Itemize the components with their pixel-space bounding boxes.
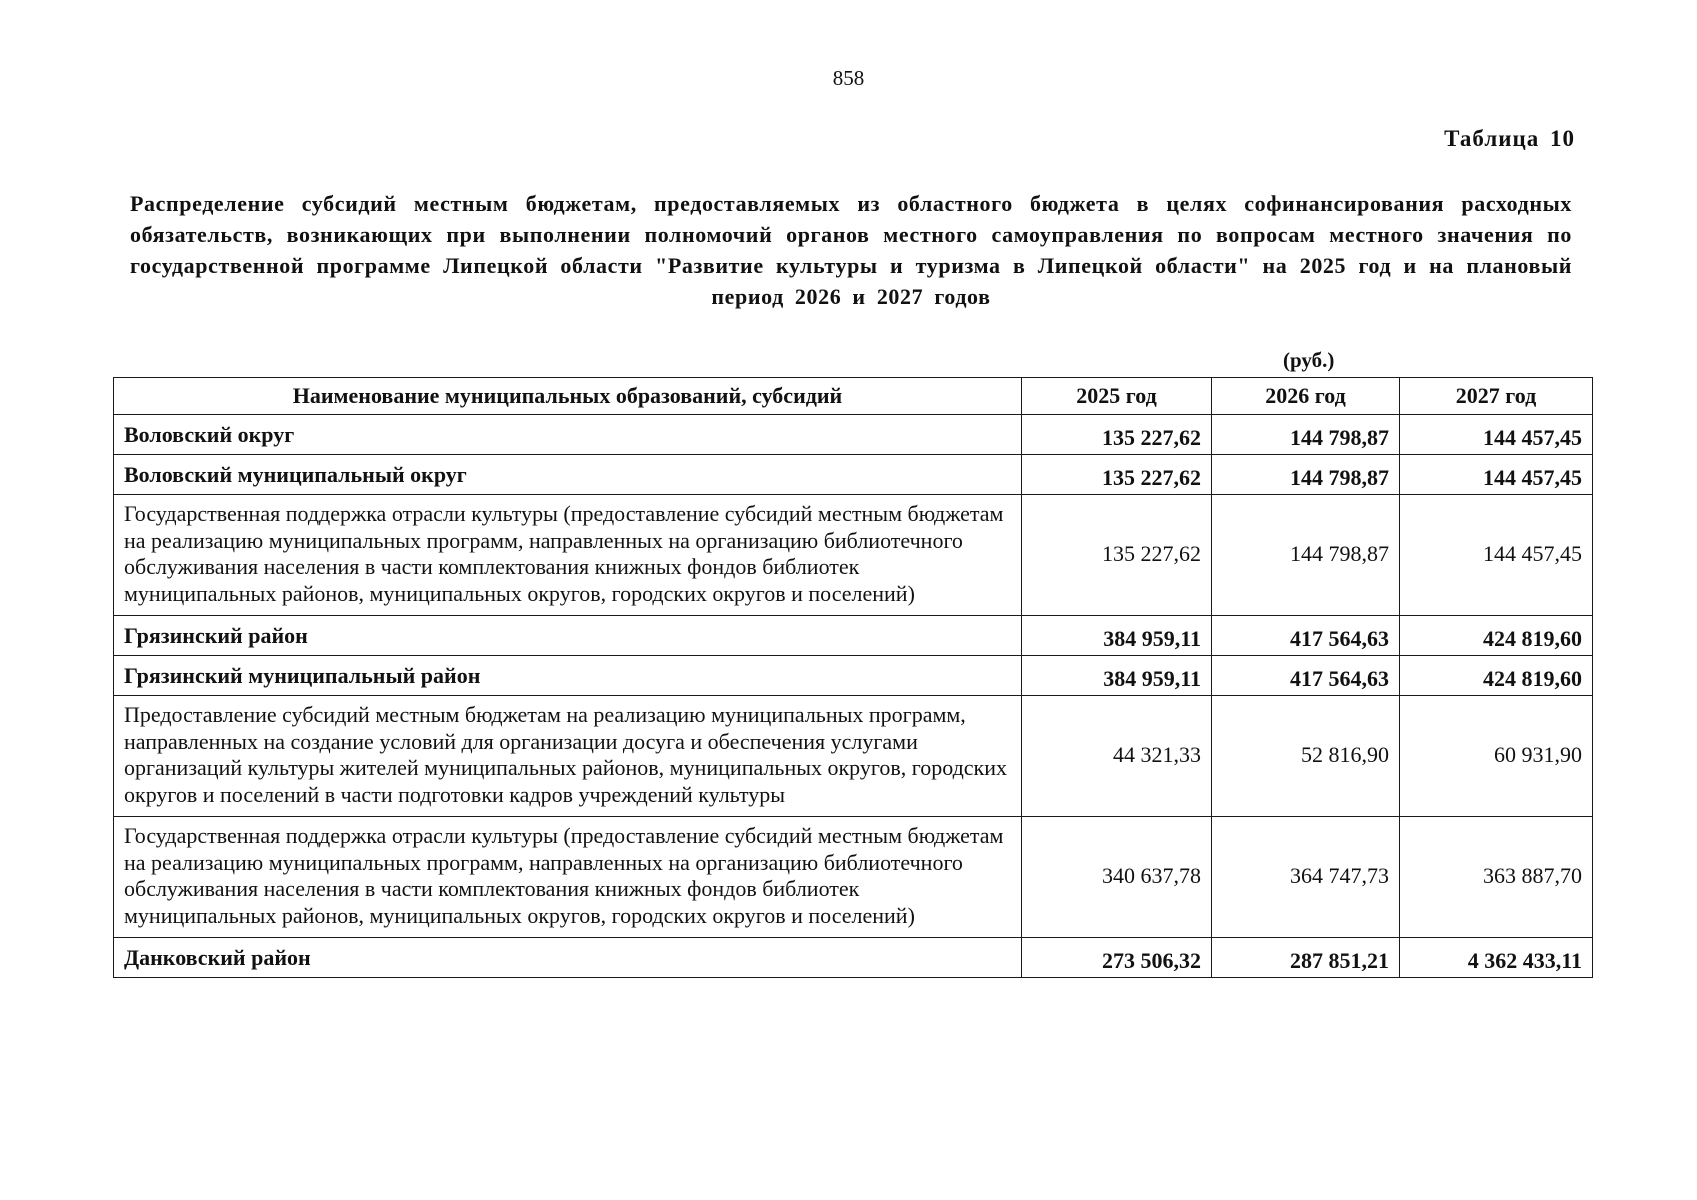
table-row [114, 415, 1593, 455]
table-row [114, 817, 1593, 938]
value-2025: 44 321,33 [1022, 696, 1212, 817]
value-2027: 363 887,70 [1400, 817, 1593, 938]
value-2025: 135 227,62 [1022, 495, 1212, 616]
value-2027: 424 819,60 [1400, 616, 1593, 656]
row-name: Грязинский район [114, 616, 1022, 656]
value-2025: 384 959,11 [1022, 656, 1212, 696]
table-label: Таблица 10 [1444, 126, 1575, 151]
value-2026: 144 798,87 [1212, 415, 1400, 455]
value-2026: 287 851,21 [1212, 938, 1400, 978]
value-2025: 273 506,32 [1022, 938, 1212, 978]
row-name: Данковский район [114, 938, 1022, 978]
row-name: Предоставление субсидий местным бюджетам на реализацию муниципальных программ, направленных на создание условий для организации досуга и обеспечения услугами организаций культуры жителей муниципальных районов, муниципальных округов, городских округов и поселений в части подготовки кадров учреждений культуры [114, 696, 1022, 817]
value-2027: 60 931,90 [1400, 696, 1593, 817]
value-2026: 417 564,63 [1212, 616, 1400, 656]
document-title: Распределение субсидий местным бюджетам, предоставляемых из областного бюджета в целях софинансирования расходных обязательств, возникающих при выполнении полномочий органов местного самоуправления по вопросам местного значения по государственной программе Липецкой области "Развитие культуры и туризма в Липецкой области" на 2025 год и на плановый период 2026 и 2027 годов [130, 191, 1572, 309]
table-row [114, 616, 1593, 656]
header-2026: 2026 год [1212, 378, 1400, 415]
row-name: Грязинский муниципальный район [114, 656, 1022, 696]
subsidy-table [113, 377, 1593, 978]
table-row [114, 455, 1593, 495]
header-2025: 2025 год [1022, 378, 1212, 415]
value-2026: 364 747,73 [1212, 817, 1400, 938]
header-2027: 2027 год [1400, 378, 1593, 415]
value-2027: 424 819,60 [1400, 656, 1593, 696]
value-2026: 144 798,87 [1212, 495, 1400, 616]
table-row [114, 656, 1593, 696]
value-2025: 135 227,62 [1022, 415, 1212, 455]
row-name: Государственная поддержка отрасли культуры (предоставление субсидий местным бюджетам на реализацию муниципальных программ, направленных на организацию библиотечного обслуживания населения в части комплектования книжных фондов библиотек муниципальных районов, муниципальных округов, городских округов и поселений) [114, 495, 1022, 616]
value-2025: 340 637,78 [1022, 817, 1212, 938]
units-note: (руб.) [1283, 348, 1335, 372]
value-2025: 384 959,11 [1022, 616, 1212, 656]
value-2027: 144 457,45 [1400, 415, 1593, 455]
value-2026: 417 564,63 [1212, 656, 1400, 696]
value-2026: 52 816,90 [1212, 696, 1400, 817]
table-header-row [114, 378, 1593, 415]
row-name: Государственная поддержка отрасли культуры (предоставление субсидий местным бюджетам на реализацию муниципальных программ, направленных на организацию библиотечного обслуживания населения в части комплектования книжных фондов библиотек муниципальных районов, муниципальных округов, городских округов и поселений) [114, 817, 1022, 938]
row-name: Воловский муниципальный округ [114, 455, 1022, 495]
value-2027: 144 457,45 [1400, 495, 1593, 616]
row-name: Воловский округ [114, 415, 1022, 455]
table-row [114, 495, 1593, 616]
header-name: Наименование муниципальных образований, субсидий [114, 378, 1022, 415]
value-2027: 4 362 433,11 [1400, 938, 1593, 978]
value-2026: 144 798,87 [1212, 455, 1400, 495]
page-number: 858 [832, 66, 865, 90]
table-row [114, 696, 1593, 817]
value-2027: 144 457,45 [1400, 455, 1593, 495]
table-row [114, 938, 1593, 978]
value-2025: 135 227,62 [1022, 455, 1212, 495]
